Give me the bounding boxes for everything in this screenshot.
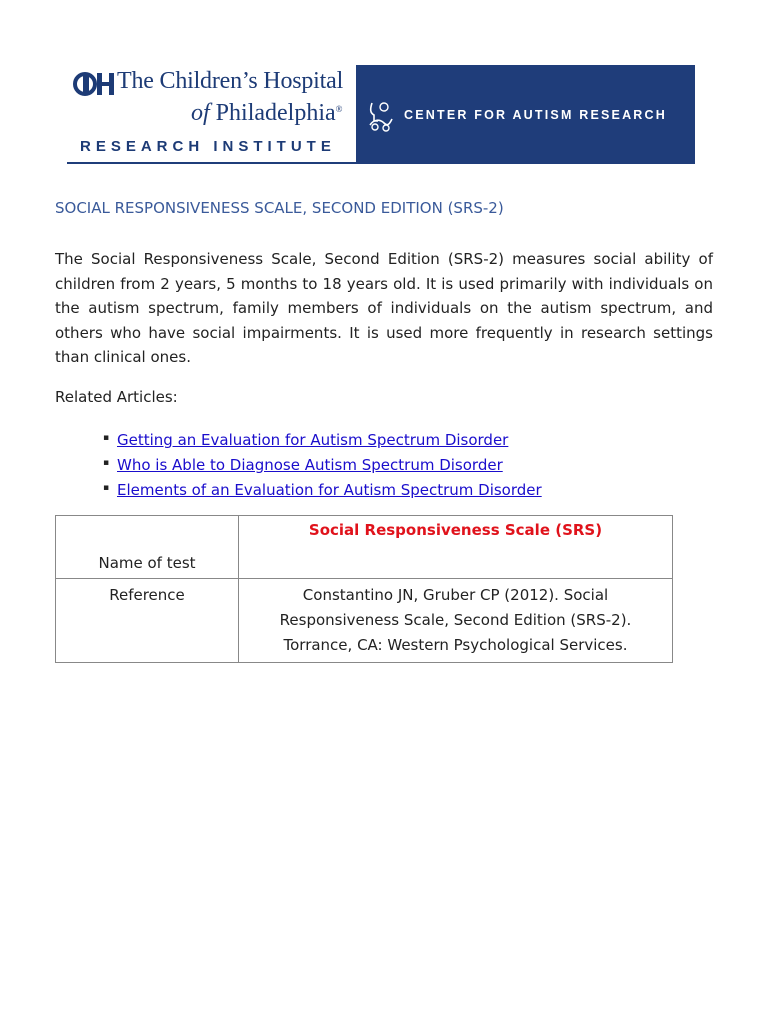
related-articles-list [103, 428, 542, 502]
research-institute-label: RESEARCH INSTITUTE [80, 138, 336, 155]
description-paragraph: The Social Responsiveness Scale, Second Edition (SRS-2) measures social ability of children from 2 years, 5 months to 18 years old. It is used primarily with individuals on the autism spectrum, family members of individuals on the autism spectrum, and others who have social impairments. It is used more frequently in research settings than clinical ones. [55, 250, 713, 366]
org-name: The Children’s Hospital [117, 68, 344, 94]
list-item [103, 453, 542, 478]
list-item [103, 428, 542, 453]
banner-rule [67, 162, 695, 164]
related-link-getting-evaluation[interactable]: Getting an Evaluation for Autism Spectrum Disorder [117, 431, 509, 449]
test-name-value: Social Responsiveness Scale (SRS) [239, 516, 673, 579]
center-name: CENTER FOR AUTISM RESEARCH [404, 108, 667, 122]
row-label: Reference [56, 579, 239, 663]
center-banner [356, 65, 695, 162]
table-row [56, 516, 673, 579]
bullet-icon: ▪ [103, 482, 110, 493]
chop-logo-icon [73, 70, 119, 98]
page-title: SOCIAL RESPONSIVENESS SCALE, SECOND EDITION (SRS-2) [55, 199, 504, 217]
header-banner [67, 64, 695, 164]
table-row [56, 579, 673, 663]
bullet-icon: ▪ [103, 458, 110, 468]
bullet-icon: ▪ [103, 433, 110, 444]
related-link-elements-evaluation[interactable]: Elements of an Evaluation for Autism Spectrum Disorder [117, 480, 542, 499]
center-logo-icon [366, 99, 394, 133]
chop-logo [67, 64, 355, 164]
test-info-table [55, 515, 673, 663]
reference-value: Constantino JN, Gruber CP (2012). Social Responsiveness Scale, Second Edition (SRS-2). Torrance, CA: Western Psychological Services. [239, 579, 673, 663]
list-item [103, 478, 542, 503]
related-link-who-diagnose[interactable]: Who is Able to Diagnose Autism Spectrum Disorder [117, 455, 503, 474]
org-name-line2: of Philadelphia® [191, 100, 343, 126]
row-label: Name of test [56, 516, 239, 579]
related-articles-label: Related Articles: [55, 388, 178, 406]
